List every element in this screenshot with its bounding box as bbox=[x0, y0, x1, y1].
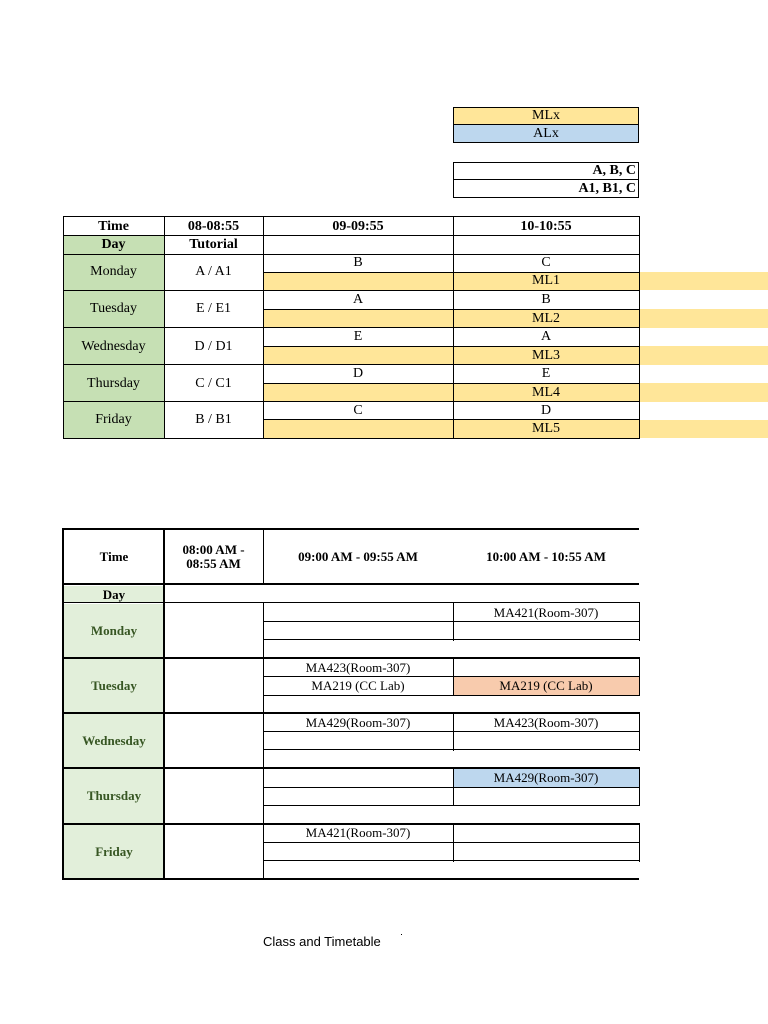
t1-slot-cell: D bbox=[540, 403, 552, 418]
t1-ml-label: ML5 bbox=[532, 421, 560, 436]
t1-tutorial-cell: D / D1 bbox=[194, 338, 233, 354]
t1-slot-cell: D bbox=[352, 366, 364, 381]
t1-header-slot-2: 09-09:55 bbox=[332, 218, 384, 234]
t2-day-wednesday: Wednesday bbox=[64, 714, 164, 768]
t2-header-slot-2: 09:00 AM - 09:55 AM bbox=[298, 549, 418, 564]
legend-alx: ALx bbox=[453, 125, 639, 143]
t1-slot-cell: A bbox=[352, 291, 364, 307]
t2-course-cell: MA421(Room-307) bbox=[493, 604, 599, 620]
t2-day-tuesday: Tuesday bbox=[64, 659, 164, 713]
t1-slot-cell: E bbox=[353, 329, 363, 344]
t2-course-cell: MA423(Room-307) bbox=[305, 659, 411, 675]
t1-header-time: Time bbox=[98, 218, 129, 234]
t1-day-friday: Friday bbox=[63, 402, 164, 438]
t1-slot-cell: B bbox=[353, 255, 363, 270]
legend-groups-2: A1, B1, C bbox=[453, 180, 639, 198]
t1-tutorial-cell: A / A1 bbox=[195, 264, 232, 279]
t2-header-slot-1 bbox=[164, 530, 263, 584]
t1-header-day: Day bbox=[63, 236, 164, 254]
legend-mlx: MLx bbox=[453, 107, 639, 125]
t2-day-friday: Friday bbox=[64, 825, 164, 879]
t1-ml-label: ML4 bbox=[532, 384, 560, 400]
t1-day-tuesday: Tuesday bbox=[63, 290, 164, 328]
t2-header-slot-1-start: 08:00 AM - bbox=[182, 542, 245, 557]
t2-course-cell bbox=[263, 603, 453, 622]
t1-ml-label: ML2 bbox=[532, 310, 560, 326]
t1-slot-cell: C bbox=[541, 255, 551, 270]
t2-header-slot-3: 10:00 AM - 10:55 AM bbox=[486, 549, 606, 564]
t1-slot-cell: E bbox=[541, 366, 551, 381]
t2-course-cell-al: MA429(Room-307) bbox=[453, 769, 639, 787]
t2-course-cell: MA429(Room-307) bbox=[305, 714, 411, 730]
t1-day-thursday: Thursday bbox=[63, 365, 164, 402]
t2-day-thursday: Thursday bbox=[64, 769, 164, 823]
t1-slot-cell: B bbox=[541, 291, 551, 307]
t1-tutorial-cell: B / B1 bbox=[195, 412, 232, 427]
t1-slot-cell: A bbox=[540, 329, 552, 344]
t2-header-day: Day bbox=[64, 586, 164, 603]
t1-tutorial-cell: E / E1 bbox=[196, 301, 231, 316]
t2-header-time: Time bbox=[99, 549, 129, 564]
t1-header-slot-1: 08-08:55 bbox=[187, 218, 240, 234]
t2-day-monday: Monday bbox=[64, 604, 164, 658]
t2-header-slot-1-end: 08:55 AM bbox=[186, 556, 241, 571]
t1-slot-cell: C bbox=[353, 403, 363, 418]
t1-ml-label: ML1 bbox=[532, 273, 560, 288]
t1-header-slot-3: 10-10:55 bbox=[520, 218, 572, 234]
legend-groups-1: A, B, C bbox=[453, 162, 639, 180]
t1-day-monday: Monday bbox=[63, 254, 164, 290]
sheet-tab-label: Class and Timetable bbox=[263, 934, 381, 949]
t2-course-cell: MA423(Room-307) bbox=[493, 714, 599, 730]
t2-course-cell-lab: MA219 (CC Lab) bbox=[453, 677, 639, 695]
t1-header-tutorial: Tutorial bbox=[189, 237, 238, 252]
t1-ml-label: ML3 bbox=[532, 347, 560, 363]
t1-day-wednesday: Wednesday bbox=[63, 328, 164, 365]
t2-course-cell: MA421(Room-307) bbox=[305, 825, 411, 840]
t1-tutorial-cell: C / C1 bbox=[195, 375, 232, 391]
t2-course-cell: MA219 (CC Lab) bbox=[311, 678, 405, 693]
footer-dot bbox=[401, 934, 402, 935]
